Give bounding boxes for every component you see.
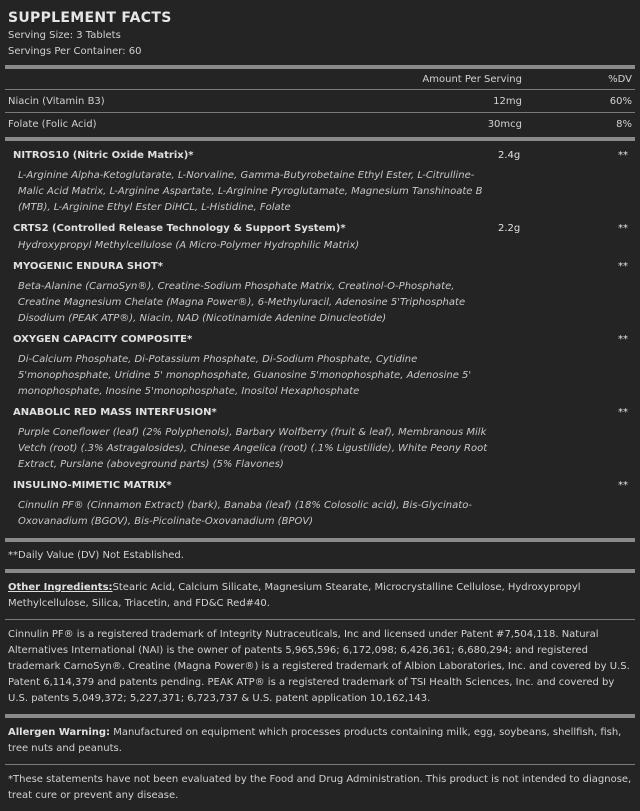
allergen-text: Manufactured on equipment which processes products containing milk, egg, soybeans, shellfish, fish, tree nuts and peanuts. — [8, 727, 622, 754]
blend-name: CRTS2 (Controlled Release Technology & Support System)* — [13, 222, 346, 234]
nutrient-name: Folate (Folic Acid) — [8, 118, 97, 130]
nutrient-amount: 12mg — [493, 95, 522, 107]
blend-myogenic — [13, 256, 632, 329]
amount-header: Amount Per Serving — [422, 73, 522, 85]
nutrient-row — [8, 113, 632, 135]
other-ingredients — [8, 573, 632, 619]
fda-disclaimer: *These statements have not been evaluated by the Food and Drug Administration. This product is not intended to diagnose, treat cure or prevent any disease. — [8, 774, 632, 801]
blend-amount: 2.4g — [498, 149, 521, 161]
blend-amount: 2.2g — [498, 222, 521, 234]
blend-ingredients: Beta-Alanine (CarnoSyn®), Creatine-Sodium Phosphate Matrix, Creatinol-O-Phosphate, Creatine Magnesium Chelate (Magna Power®), 6-Methyluracil, Adenosine 5'Triphosphate Disodium (PEAK ATP®), Niacin, NAD (Nicotinamide Adenine Dinucleotide) — [18, 281, 466, 324]
blend-dv: ** — [618, 333, 628, 345]
dv-header: %DV — [608, 73, 632, 85]
blend-ingredients: Cinnulin PF® (Cinnamon Extract) (bark), Banaba (leaf) (18% Colosolic acid), Bis-Glycinato-Oxovanadium (BGOV), Bis-Picolinate-Oxovanadium (BPOV) — [18, 500, 472, 527]
blend-name: NITROS10 (Nitric Oxide Matrix)* — [13, 149, 194, 161]
blend-dv: ** — [618, 479, 628, 491]
blend-name: INSULINO-MIMETIC MATRIX* — [13, 479, 172, 491]
dv-footnote: **Daily Value (DV) Not Established. — [8, 550, 184, 561]
blend-nitros10 — [13, 145, 632, 218]
nutrient-name: Niacin (Vitamin B3) — [8, 95, 105, 107]
nutrient-amount: 30mcg — [487, 118, 522, 130]
blend-name: OXYGEN CAPACITY COMPOSITE* — [13, 333, 193, 345]
blend-name: MYOGENIC ENDURA SHOT* — [13, 260, 163, 272]
servings-per-container: Servings Per Container: 60 — [8, 46, 142, 57]
blend-dv: ** — [618, 149, 628, 161]
other-ingredients-label: Other Ingredients: — [8, 582, 113, 593]
blend-ingredients: Hydroxypropyl Methylcellulose (A Micro-Polymer Hydrophilic Matrix) — [18, 240, 360, 251]
blend-dv: ** — [618, 222, 628, 234]
nutrient-row — [8, 90, 632, 112]
table-header — [8, 69, 632, 89]
blend-ingredients: Di-Calcium Phosphate, Di-Potassium Phosphate, Di-Sodium Phosphate, Cytidine 5'monophosphate, Uridine 5' monophosphate, Guanosine 5'monophosphate, Adenosine 5' monophosphate, Inosine 5'monophosphate, Inositol Hexaphosphate — [18, 354, 472, 397]
nutrient-dv: 8% — [616, 118, 632, 130]
allergen-label: Allergen Warning: — [8, 727, 111, 738]
blend-crts2 — [13, 218, 632, 256]
proprietary-blends — [8, 141, 632, 538]
other-ingredients-text: Stearic Acid, Calcium Silicate, Magnesium Stearate, Microcrystalline Cellulose, Hydroxypropyl Methylcellulose, Silica, Triacetin, and FD&C Red#40. — [8, 582, 581, 609]
blend-anabolic — [13, 402, 632, 475]
blend-name: ANABOLIC RED MASS INTERFUSION* — [13, 406, 217, 418]
blend-oxygen — [13, 329, 632, 402]
blend-insulino — [13, 475, 632, 532]
blend-ingredients: Purple Coneflower (leaf) (2% Polyphenols), Barbary Wolfberry (fruit & leaf), Membranous Milk Vetch (root) (.3% Astragalosides), Chinese Angelica (root) (.1% Ligustilide), White Peony Root Extract, Purslane (aboveground parts) (5% Flavones) — [18, 427, 488, 470]
trademark-note: Cinnulin PF® is a registered trademark of Integrity Nutraceuticals, Inc and licensed under Patent #7,504,118. Natural Alternatives International (NAI) is the owner of patents 5,965,596; 6,172,098; 6,426,361; 6,680,294; and registered trademark CarnoSyn®. Creatine (Magna Power®) is a registered trademark of Albion Laboratories, Inc. and covered by U.S. Patent 6,114,379 and patents pending. PEAK ATP® is a registered trademark of TSI Health Sciences, Inc. and covered by U.S. patents 5,049,372; 5,227,371; 6,723,737 & U.S. patent application 10,162,143. — [8, 629, 630, 704]
blend-dv: ** — [618, 260, 628, 272]
panel-title: SUPPLEMENT FACTS — [8, 10, 172, 26]
serving-size: Serving Size: 3 Tablets — [8, 30, 121, 41]
nutrient-dv: 60% — [609, 95, 632, 107]
allergen-warning — [8, 718, 632, 764]
blend-ingredients: L-Arginine Alpha-Ketoglutarate, L-Norvaline, Gamma-Butyrobetaine Ethyl Ester, L-Citrulline-Malic Acid Matrix, L-Arginine Aspartate, L-Arginine Pyroglutamate, Magnesium Tanshinoate B (MTB), L-Arginine Ethyl Ester DiHCL, L-Histidine, Folate — [18, 170, 483, 213]
blend-dv: ** — [618, 406, 628, 418]
